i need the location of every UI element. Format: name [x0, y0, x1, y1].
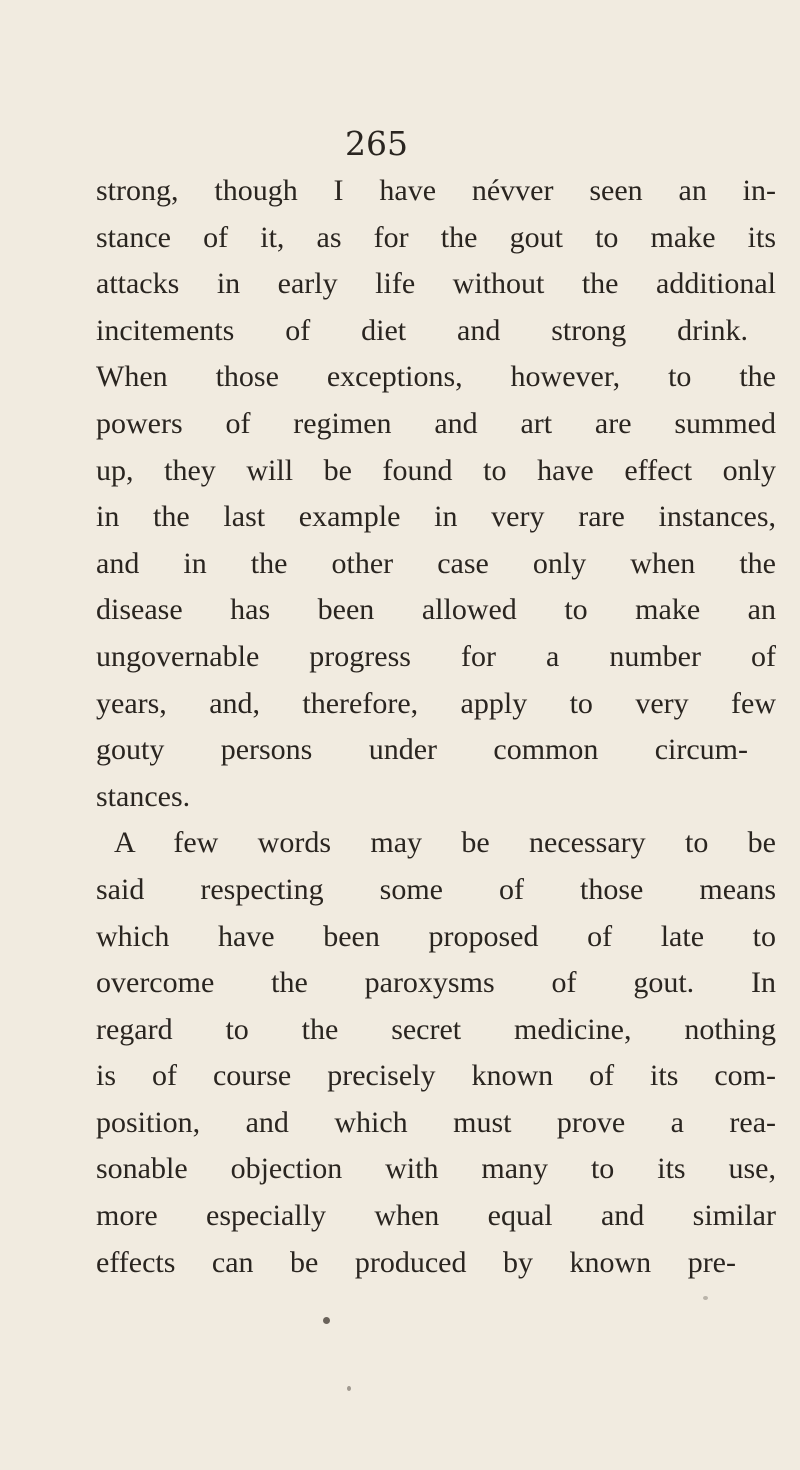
text-line: position, and which must prove a rea- [96, 1105, 776, 1139]
text-line: attacks in early life without the additional [96, 267, 776, 301]
text-line: which have been proposed of late to [96, 919, 776, 953]
text-line: overcome the paroxysms of gout. In [96, 966, 776, 1000]
ink-speck [347, 1386, 351, 1391]
text-line: regard to the secret medicine, nothing [96, 1012, 776, 1046]
text-line: stances. [96, 779, 191, 813]
text-line: When those exceptions, however, to the [96, 360, 776, 394]
body-text [96, 168, 776, 1286]
text-line: is of course precisely known of its com- [96, 1059, 776, 1093]
text-line: incitements of diet and strong drink. [96, 313, 748, 347]
text-line: stance of it, as for the gout to make its [96, 220, 776, 254]
text-line: ungovernable progress for a number of [96, 639, 776, 673]
text-line: gouty persons under common circum- [96, 733, 748, 767]
text-line: powers of regimen and art are summed [96, 406, 776, 440]
text-line: more especially when equal and similar [96, 1199, 776, 1233]
ink-speck [703, 1296, 708, 1300]
text-line: years, and, therefore, apply to very few [96, 686, 776, 720]
text-line: sonable objection with many to its use, [96, 1152, 776, 1186]
ink-speck [323, 1317, 330, 1324]
text-line: said respecting some of those means [96, 872, 776, 906]
text-line: in the last example in very rare instances, [96, 500, 776, 534]
text-line: up, they will be found to have effect only [96, 453, 776, 487]
paragraph-start-line: A few words may be necessary to be [114, 826, 776, 860]
text-line: effects can be produced by known pre- [96, 1245, 736, 1279]
text-line: strong, though I have névver seen an in- [96, 174, 776, 207]
text-line: and in the other case only when the [96, 546, 776, 580]
page-number: 265 [345, 124, 408, 163]
text-line: disease has been allowed to make an [96, 593, 776, 627]
